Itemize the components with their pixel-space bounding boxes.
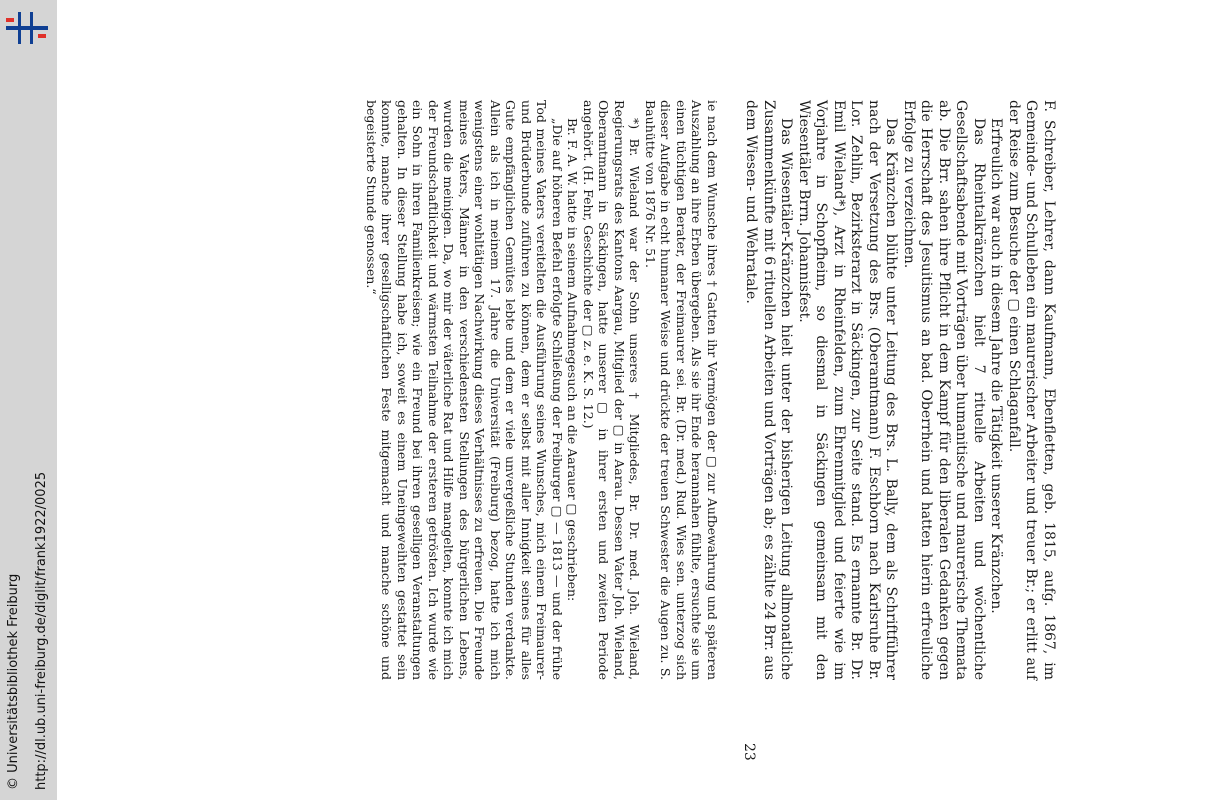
- source-url[interactable]: http://dl.ub.uni-freiburg.de/diglit/frank1922/0025: [34, 471, 49, 790]
- scanned-page: [57, 0, 1232, 800]
- paragraph-kraenzchen-intro: Erfreulich war auch in diesem Jahre die Tätigkeit unserer Kränzchen.: [988, 118, 1005, 614]
- footnote-continuation: ie nach dem Wunsche ihres † Gatten ihr Vermögen der ▢ zur Aufbewahrung und späteren Auszahlung an ihre Erben übergeben. Als sie ihr Ende herannahen fühlte, ersuchte sie um einen tüchtigen Berater, der Freimaurer sei. Br. (Dr. med.) Rud. Wies sen. unterzog sich dieser Aufgabe in echt humaner Weise und drückte der treuen Schwester die Augen zu. S. Bauhütte von 1876 Nr. 51.: [643, 100, 720, 680]
- footnote-aufnahme: Br. F. A. W. hatte in seinem Aufnahmegesuch an die Aarauer ▢ geschrieben:: [565, 118, 581, 602]
- page-number: 23: [741, 743, 757, 761]
- copyright-notice: © Universitätsbibliothek Freiburg: [6, 573, 21, 790]
- footnote-wieland: *) Br. Wieland war der Sohn unseres † Mitgliedes, Br. Dr. med. Joh. Wieland, Regierungsrats des Kantons Aargau, Mitglied der ▢ in Aarau. Dessen Vater Joh. Wieland, Oberamtmann in Säckingen, hatte unserer ▢ in ihrer ersten und zweiten Periode angehört. (H. Fehr, Geschichte der ▢ z. e. K. S. 12.): [581, 100, 643, 680]
- footnote-quote: „Die auf höheren Befehl erfolgte Schließung der Freiburger ▢ — 1813 — und der frühe Tod meines Vaters vereitelten die Ausführung seines Wunsches, mich einem Freimaurer- und Brüderbunde zuführen zu können, dem er selbst mit aller Innigkeit seines für alles Gute empfänglichen Gemütes lebte und dem er viele unvergeßliche Stunden verdankte. Allein als ich in meinem 17. Jahre die Universität (Freiburg) bezog, hatte ich mich wenigstens einer wohltätigen Nachwirkung dieses Verhältnisses zu erfreuen. Die Freunde meines Vaters, Männer in den verschiedensten Stellungen des bürgerlichen Lebens, wurden die meinigen. Da, wo mir der väterliche Rat und Hilfe mangelten, konnte ich mich der Freundschaftlichkeit und wärmsten Teilnahme der ersteren getrösten. Ich wurde wie ein Sohn in ihren Familienkreisen; wie ein Freund bei ihren geselligen Veranstaltungen gehalten. In dieser Stellung habe ich, soweit es einem Uneingeweihten gestattet sein konnte, manche ihrer geselligschaftlichen Feste mitgemacht und manche schöne und begeisterte Stunde genossen.“: [364, 100, 565, 680]
- viewer-sidebar: [0, 0, 57, 800]
- paragraph-rheintal: Das Rheintalkränzchen hielt 7 rituelle Arbeiten und wöchentliche Gesellschaftsabende mit Vorträgen über humanitische und maurerische Themata ab. Die Brr. sahen ihre Pflicht in dem Kampf für den liberalen Gedanken gegen die Herrschaft des Jesuitismus an bad. Oberrhein und hatten hierin erfreuliche Erfolge zu verzeichnen.: [901, 100, 987, 680]
- paragraph-obituary: F. Schreiber, Lehrer, dann Kaufmann, Ebenfletten, geb. 1815, aufg. 1867, im Gemeinde- und Schulleben ein maurerischer Arbeiter und treuer Br.; er erlitt auf der Reise zum Besuche der ▢ einen Schlaganfall.: [1006, 100, 1057, 680]
- library-logo-icon: [4, 8, 50, 48]
- paragraph-bally: Das Kränzchen blühte unter Leitung des Brs. L. Bally, dem als Schriftführer nach der Versetzung des Brs. (Oberamtmann) F. Eschborn nach Karlsruhe Br. Lor. Zehlin, Bezirksterarzt in Säckingen, zur Seite stand. Es ernannte Br. Dr. Emil Wieland*), Arzt in Rheinfelden, zum Ehrenmitglied und feierte wie im Vorjahre in Schopfheim, so diesmal in Säckingen gemeinsam mit den Wiesentäler Brrn. Johannisfest.: [796, 100, 900, 680]
- rotated-page-content: [257, 100, 1057, 761]
- paragraph-wiesentaeler: Das Wiesentäler-Kränzchen hielt unter der bisherigen Leitung allmonatliche Zusammenkünfte mit 6 rituellen Arbeiten und Vorträgen ab; es zählte 24 Brr. aus dem Wiesen- und Wehratale.: [743, 100, 795, 680]
- spacer: [720, 100, 742, 680]
